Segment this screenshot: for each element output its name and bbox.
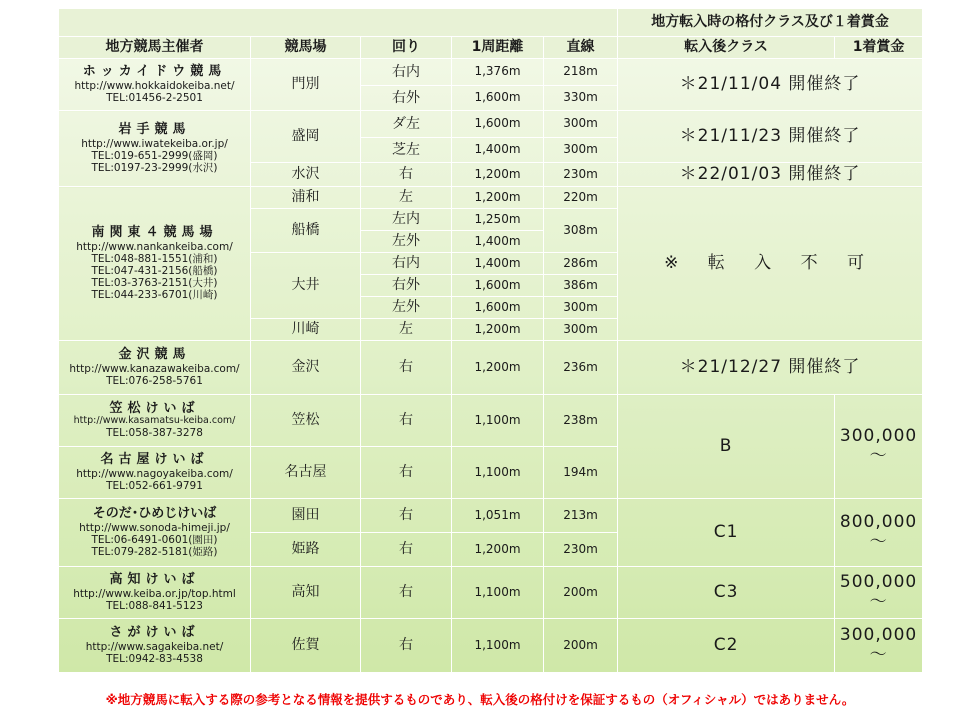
org-iwate	[59, 111, 251, 187]
org-tel: TEL:058-387-3278	[106, 427, 203, 440]
race-track-table	[58, 8, 923, 673]
org-name: さがけいば	[109, 624, 200, 640]
org-tel: TEL:06-6491-0601(園田)	[91, 533, 218, 546]
org-minami-kanto	[59, 187, 251, 341]
org-url[interactable]: http://www.iwatekeiba.or.jp/	[81, 137, 228, 150]
track-cell: 水沢	[251, 163, 361, 187]
org-name: ホッカイドウ競馬	[82, 63, 227, 79]
turn-cell: 右外	[361, 275, 452, 297]
header-class: 転入後クラス	[618, 37, 835, 59]
header-prize: 1着賞金	[835, 37, 923, 59]
turn-cell: 芝左	[361, 138, 452, 163]
track-cell: 川崎	[251, 319, 361, 341]
header-turn: 回り	[361, 37, 452, 59]
lap-cell: 1,400m	[452, 231, 544, 253]
org-hokkaido	[59, 59, 251, 111]
track-cell: 佐賀	[251, 619, 361, 673]
status-hokkaido: ＊21/11/04 開催終了	[618, 59, 923, 111]
header-lap: 1周距離	[452, 37, 544, 59]
class-saga: C2	[618, 619, 835, 673]
org-tel: TEL:044-233-6701(川崎)	[91, 289, 218, 302]
lap-cell: 1,100m	[452, 447, 544, 499]
lap-cell: 1,400m	[452, 253, 544, 275]
org-tel: TEL:052-661-9791	[106, 479, 203, 492]
prize-saga: 300,000～	[835, 619, 923, 673]
turn-cell: 右	[361, 533, 452, 567]
org-url[interactable]: http://www.nankankeiba.com/	[76, 240, 233, 253]
straight-cell: 286m	[544, 253, 618, 275]
turn-cell: 左外	[361, 231, 452, 253]
org-tel: TEL:01456-2-2501	[106, 91, 203, 104]
straight-cell: 238m	[544, 395, 618, 447]
org-tel: TEL:0942-83-4538	[106, 652, 203, 665]
straight-cell: 236m	[544, 341, 618, 395]
org-url[interactable]: http://www.sagakeiba.net/	[85, 640, 224, 653]
lap-cell: 1,200m	[452, 163, 544, 187]
header-group-title: 地方転入時の格付クラス及び１着賞金	[618, 9, 923, 37]
org-name: 笠松けいば	[109, 400, 200, 416]
org-tel: TEL:048-881-1551(浦和)	[91, 252, 218, 265]
straight-cell: 300m	[544, 138, 618, 163]
org-url[interactable]: http://www.sonoda-himeji.jp/	[79, 521, 230, 534]
header-blank-cell	[59, 9, 618, 37]
org-url[interactable]: http://www.hokkaidokeiba.net/	[74, 79, 235, 92]
org-kasamatsu	[59, 395, 251, 447]
org-tel: TEL:019-651-2999(盛岡)	[91, 149, 218, 162]
header-straight: 直線	[544, 37, 618, 59]
lap-cell: 1,100m	[452, 567, 544, 619]
org-name: 金沢競馬	[118, 346, 191, 362]
lap-cell: 1,376m	[452, 59, 544, 86]
turn-cell: ダ左	[361, 111, 452, 138]
straight-cell: 386m	[544, 275, 618, 297]
status-iwate: ＊21/11/23 開催終了	[618, 111, 923, 163]
straight-cell: 218m	[544, 59, 618, 86]
straight-cell: 300m	[544, 297, 618, 319]
org-tel: TEL:047-431-2156(船橋)	[91, 264, 218, 277]
status-kanazawa: ＊21/12/27 開催終了	[618, 341, 923, 395]
track-cell: 姫路	[251, 533, 361, 567]
lap-cell: 1,600m	[452, 111, 544, 138]
turn-cell: 右	[361, 395, 452, 447]
straight-cell: 213m	[544, 499, 618, 533]
straight-cell: 200m	[544, 619, 618, 673]
straight-cell: 330m	[544, 86, 618, 111]
track-cell: 浦和	[251, 187, 361, 209]
header-track: 競馬場	[251, 37, 361, 59]
straight-cell: 308m	[544, 209, 618, 253]
lap-cell: 1,200m	[452, 533, 544, 567]
org-tel: TEL:03-3763-2151(大井)	[91, 277, 218, 289]
prize-hyogo: 800,000～	[835, 499, 923, 567]
header-org: 地方競馬主催者	[59, 37, 251, 59]
org-url[interactable]: http://www.kanazawakeiba.com/	[69, 362, 240, 375]
turn-cell: 右	[361, 567, 452, 619]
turn-cell: 右	[361, 163, 452, 187]
disclaimer-note: ※地方競馬に転入する際の参考となる情報を提供するものであり、転入後の格付けを保証するもの（オフィシャル）ではありません。	[105, 692, 855, 707]
org-saga	[59, 619, 251, 673]
track-cell: 門別	[251, 59, 361, 111]
track-cell: 船橋	[251, 209, 361, 253]
straight-cell: 300m	[544, 111, 618, 138]
lap-cell: 1,100m	[452, 619, 544, 673]
org-kanazawa	[59, 341, 251, 395]
track-cell: 名古屋	[251, 447, 361, 499]
org-tel: TEL:079-282-5181(姫路)	[91, 546, 218, 558]
status-mizusawa: ＊22/01/03 開催終了	[618, 163, 923, 187]
lap-cell: 1,600m	[452, 297, 544, 319]
turn-cell: 左内	[361, 209, 452, 231]
turn-cell: 右	[361, 341, 452, 395]
class-hyogo: C1	[618, 499, 835, 567]
org-name: 高知けいば	[109, 571, 200, 587]
lap-cell: 1,051m	[452, 499, 544, 533]
org-tel: TEL:076-258-5761	[106, 374, 203, 387]
track-cell: 金沢	[251, 341, 361, 395]
straight-cell: 230m	[544, 533, 618, 567]
class-tokai: B	[618, 395, 835, 499]
org-name: 南関東４競馬場	[91, 224, 218, 240]
straight-cell: 300m	[544, 319, 618, 341]
straight-cell: 200m	[544, 567, 618, 619]
turn-cell: 右	[361, 619, 452, 673]
straight-cell: 194m	[544, 447, 618, 499]
org-nagoya	[59, 447, 251, 499]
prize-tokai: 300,000～	[835, 395, 923, 499]
org-kochi	[59, 567, 251, 619]
org-tel: TEL:0197-23-2999(水沢)	[91, 162, 218, 174]
lap-cell: 1,100m	[452, 395, 544, 447]
org-url[interactable]: http://www.nagoyakeiba.com/	[76, 467, 233, 480]
lap-cell: 1,200m	[452, 319, 544, 341]
org-name: そのだ･ひめじけいば	[92, 505, 217, 521]
lap-cell: 1,600m	[452, 86, 544, 111]
org-sonoda-himeji	[59, 499, 251, 567]
track-cell: 高知	[251, 567, 361, 619]
straight-cell: 220m	[544, 187, 618, 209]
turn-cell: 右	[361, 499, 452, 533]
turn-cell: 右内	[361, 253, 452, 275]
track-cell: 笠松	[251, 395, 361, 447]
org-name: 名古屋けいば	[100, 451, 209, 467]
turn-cell: 右内	[361, 59, 452, 86]
org-url[interactable]: http://www.keiba.or.jp/top.html	[73, 587, 236, 600]
turn-cell: 左	[361, 319, 452, 341]
lap-cell: 1,200m	[452, 187, 544, 209]
status-minami-kanto: ※ 転 入 不 可	[618, 187, 923, 341]
class-kochi: C3	[618, 567, 835, 619]
lap-cell: 1,400m	[452, 138, 544, 163]
turn-cell: 右外	[361, 86, 452, 111]
org-url[interactable]: http://www.kasamatsu-keiba.com/	[73, 415, 236, 427]
turn-cell: 左	[361, 187, 452, 209]
straight-cell: 230m	[544, 163, 618, 187]
lap-cell: 1,200m	[452, 341, 544, 395]
turn-cell: 左外	[361, 297, 452, 319]
track-cell: 大井	[251, 253, 361, 319]
track-cell: 盛岡	[251, 111, 361, 163]
prize-kochi: 500,000～	[835, 567, 923, 619]
lap-cell: 1,600m	[452, 275, 544, 297]
lap-cell: 1,250m	[452, 209, 544, 231]
org-name: 岩手競馬	[118, 121, 191, 137]
org-tel: TEL:088-841-5123	[106, 599, 203, 612]
track-cell: 園田	[251, 499, 361, 533]
turn-cell: 右	[361, 447, 452, 499]
